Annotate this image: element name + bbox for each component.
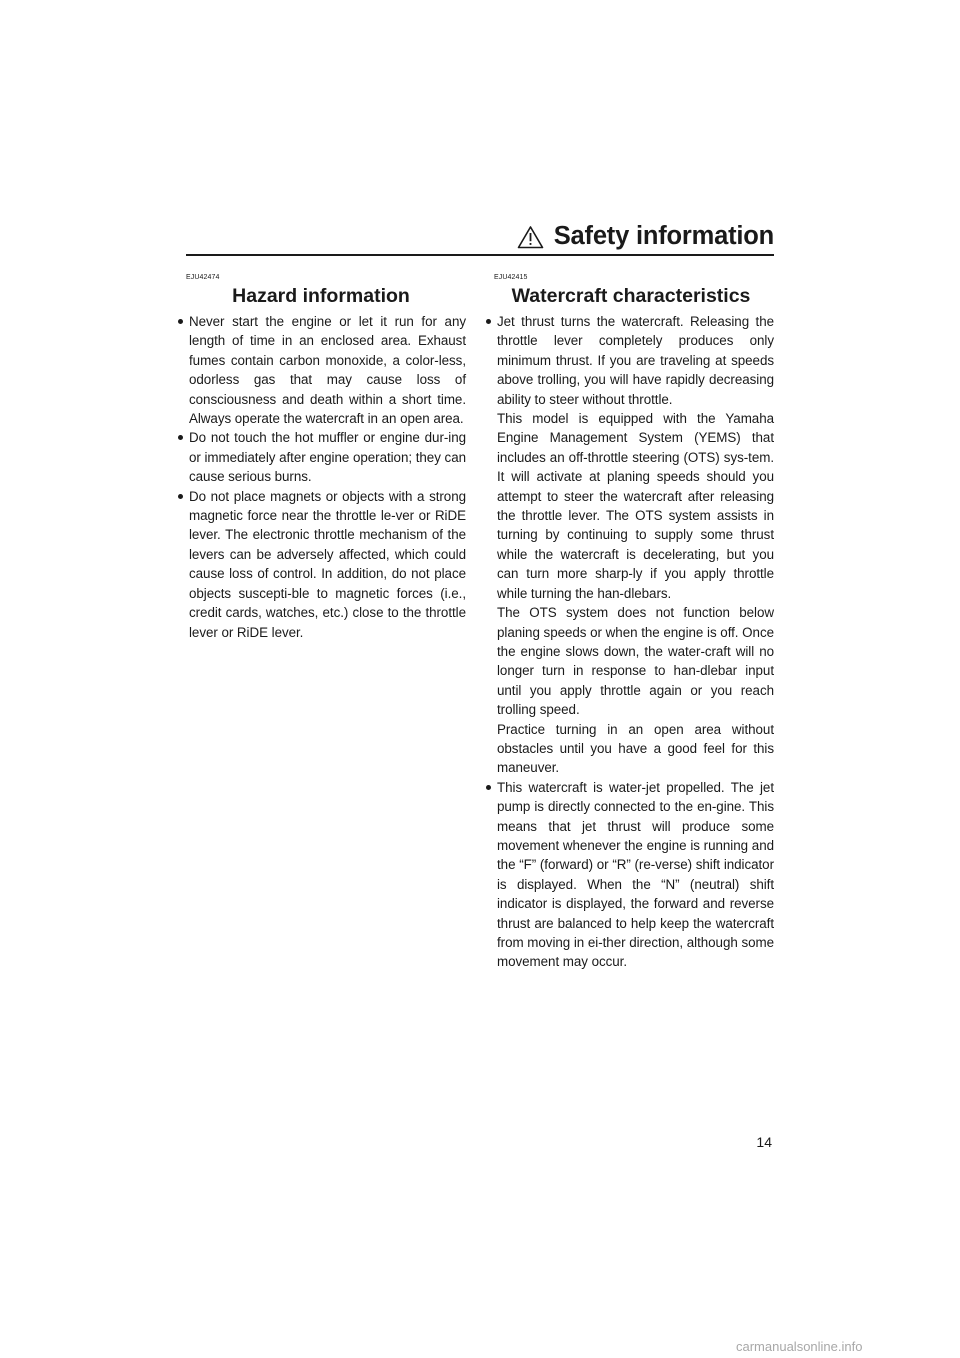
bullet-icon — [178, 494, 183, 499]
paragraph: This model is equipped with the Yamaha Engine Management System (YEMS) that includes an off-throttle steering (OTS) sys-tem. It will activate at planing speeds should you attempt to steer the watercraft after releasing the throttle lever. The OTS system assists in turning by continuing to supply some thrust while the watercraft is decelerating, but you can turn more sharp-ly if you apply throttle while turning the han-dlebars. — [497, 411, 774, 601]
hazard-section — [176, 274, 466, 642]
paragraph: Practice turning in an open area without obstacles until you have a good feel for this maneuver. — [497, 721, 774, 776]
page-number: 14 — [756, 1134, 772, 1150]
section-title: Watercraft characteristics — [511, 285, 751, 307]
bullet-icon — [178, 319, 183, 324]
paragraph: Never start the engine or let it run for any length of time in an enclosed area. Exhaust fumes contain carbon monoxide, a color-less, odorless gas that may cause loss of consciousness and death within a short time. Always operate the watercraft in an open area. — [189, 314, 466, 427]
paragraph: This watercraft is water-jet propelled. The jet pump is directly connected to the en-gine. This means that jet thrust will produce some movement whenever the engine is running and the “F” (forward) or “R” (re-verse) shift indicator is displayed. When the “N” (neutral) shift indicator is displayed, the forward and reverse thrust are balanced to help keep the watercraft from moving in ei-ther direction, although some movement may occur. — [497, 779, 774, 970]
warning-triangle-icon — [517, 225, 544, 249]
list-item — [484, 778, 774, 972]
list-item — [176, 312, 466, 428]
section-code: EJU42474 — [186, 274, 220, 281]
paragraph: Jet thrust turns the watercraft. Releasing the throttle lever completely produces only minimum thrust. If you are traveling at speeds above trolling, you will have rapidly decreasing ability to steer without throttle. — [497, 314, 774, 407]
paragraph: Do not touch the hot muffler or engine dur-ing or immediately after engine operation; they can cause serious burns. — [189, 430, 466, 485]
paragraph: The OTS system does not function below planing speeds or when the engine is off. Once the engine slows down, the water-craft will no longer turn in response to han-dlebar input until you apply throttle again or you reach trolling speed. — [497, 605, 774, 718]
bullet-icon — [178, 435, 183, 440]
list-item — [176, 428, 466, 486]
bullet-icon — [486, 319, 491, 324]
bullet-icon — [486, 785, 491, 790]
watercraft-section — [484, 274, 774, 972]
list-item — [484, 312, 774, 778]
watermark: carmanualsonline.info — [736, 1339, 863, 1354]
hazard-list — [176, 312, 466, 642]
characteristics-list — [484, 312, 774, 972]
page-header — [186, 222, 774, 256]
paragraph: Do not place magnets or objects with a strong magnetic force near the throttle le-ver or RiDE lever. The electronic throttle mechanism of the levers can be adversely affected, which could cause loss of control. In addition, do not place objects suscepti-ble to magnetic forces (i.e., credit cards, watches, etc.) close to the throttle lever or RiDE lever. — [189, 488, 466, 640]
page-title: Safety information — [553, 222, 774, 250]
list-item — [176, 487, 466, 642]
section-title: Hazard information — [232, 285, 410, 307]
section-code: EJU42415 — [494, 274, 528, 281]
header-title-group — [517, 222, 774, 251]
